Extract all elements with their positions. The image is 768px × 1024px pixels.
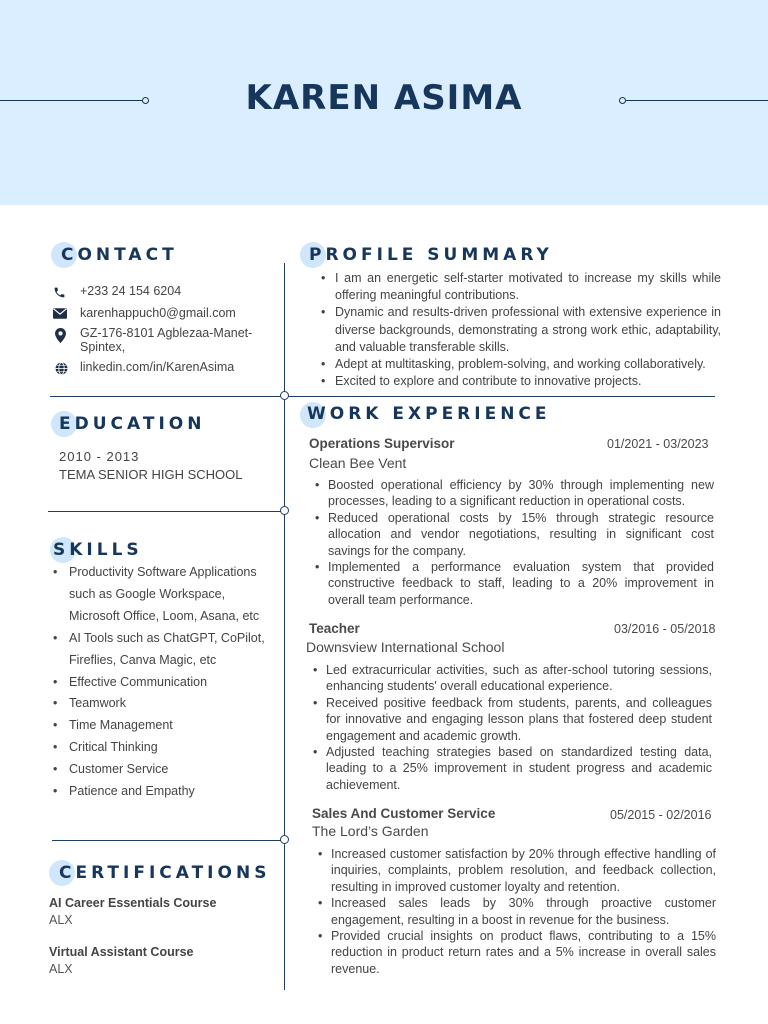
timeline-node — [280, 391, 289, 400]
skills-heading: SKILLS — [53, 540, 143, 560]
list-item: • Customer Service — [53, 759, 278, 781]
education-school: TEMA SENIOR HIGH SCHOOL — [59, 467, 243, 482]
list-item: • Provided crucial insights on product flaws, contributing to a 15% reduction in product return rates and a 5% increase in overall sales revenue. — [318, 928, 716, 977]
header-right-dot — [619, 97, 626, 104]
list-item: • Received positive feedback from students, parents, and colleagues for innovative and engaging lesson plans that fostered deep student engagement and academic growth. — [313, 695, 712, 744]
job-title: Operations Supervisor — [309, 436, 455, 451]
list-item: • Teamwork — [53, 693, 278, 715]
contact-heading: CONTACT — [61, 245, 178, 265]
list-item: • Increased customer satisfaction by 20% through effective handling of inquiries, complaints, problem resolution, and feedback collection, resulting in improved customer loyalty and retention. — [318, 846, 716, 895]
separator-left-skills — [48, 511, 285, 512]
certification-name: Virtual Assistant Course — [49, 945, 194, 959]
list-item: • Adept at multitasking, problem-solving, and working collaboratively. — [321, 356, 721, 373]
job-title: Teacher — [309, 621, 360, 636]
phone-icon — [53, 286, 66, 299]
list-item: • Patience and Empathy — [53, 781, 278, 803]
timeline-node — [280, 835, 289, 844]
mail-icon — [53, 308, 67, 319]
job-company: Downsview International School — [306, 639, 505, 655]
separator-right-work — [285, 396, 715, 397]
contact-address-line2: Spintex, — [80, 340, 126, 354]
separator-left-certifications — [52, 840, 285, 841]
list-item: • Increased sales leads by 30% through proactive customer engagement, resulting in a boost in revenue for the business. — [318, 895, 716, 928]
timeline-vertical-line — [284, 263, 285, 990]
timeline-node — [280, 506, 289, 515]
globe-icon — [55, 362, 68, 375]
certification-name: AI Career Essentials Course — [49, 896, 217, 910]
certifications-heading: CERTIFICATIONS — [59, 863, 271, 883]
list-item: • Boosted operational efficiency by 30% through implementing new processes, leading to a significant reduction in operational costs. — [315, 477, 714, 510]
job-dates: 03/2016 - 05/2018 — [614, 622, 716, 636]
job-bullets — [318, 846, 716, 977]
work-experience-heading: WORK EXPERIENCE — [307, 404, 551, 424]
list-item: • Excited to explore and contribute to innovative projects. — [321, 373, 721, 390]
list-item: • Productivity Software Applications such as Google Workspace, Microsoft Office, Loom, Asana, etc — [53, 562, 278, 628]
job-bullets — [313, 662, 712, 793]
header-right-rule — [626, 100, 768, 101]
location-pin-icon — [55, 328, 66, 343]
education-heading: EDUCATION — [59, 414, 206, 434]
certification-org: ALX — [49, 962, 73, 976]
list-item: • Reduced operational costs by 15% through strategic resource allocation and vendor negotiations, resulting in significant cost savings for the company. — [315, 510, 714, 559]
page-title: KAREN ASIMA — [245, 78, 523, 118]
list-item: • Effective Communication — [53, 672, 278, 694]
contact-phone: +233 24 154 6204 — [80, 284, 182, 298]
skills-list — [53, 562, 278, 803]
list-item: • AI Tools such as ChatGPT, CoPilot, Fireflies, Canva Magic, etc — [53, 628, 278, 672]
job-title: Sales And Customer Service — [312, 806, 496, 821]
education-years: 2010 - 2013 — [59, 449, 140, 464]
list-item: • Time Management — [53, 715, 278, 737]
list-item: • Adjusted teaching strategies based on standardized testing data, leading to a 25% improvement in student progress and academic achievement. — [313, 744, 712, 793]
job-bullets — [315, 477, 714, 608]
certification-org: ALX — [49, 913, 73, 927]
list-item: • Led extracurricular activities, such as after-school tutoring sessions, enhancing students' overall educational experience. — [313, 662, 712, 695]
separator-left-education — [50, 396, 285, 397]
list-item: • Critical Thinking — [53, 737, 278, 759]
profile-summary-heading: PROFILE SUMMARY — [309, 245, 553, 265]
list-item: • I am an energetic self-starter motivated to increase my skills while offering meaningful contributions. — [321, 270, 721, 304]
job-dates: 01/2021 - 03/2023 — [607, 437, 709, 451]
contact-linkedin[interactable]: linkedin.com/in/KarenAsima — [80, 360, 235, 374]
contact-address-line1: GZ-176-8101 Agblezaa-Manet- — [80, 326, 253, 340]
job-company: The Lord’s Garden — [312, 823, 429, 839]
job-dates: 05/2015 - 02/2016 — [610, 808, 712, 822]
contact-email[interactable]: karenhappuch0@gmail.com — [80, 306, 236, 320]
profile-summary-list — [321, 270, 721, 390]
list-item: • Implemented a performance evaluation system that provided constructive feedback to staff, leading to a 20% improvement in overall team performance. — [315, 559, 714, 608]
job-company: Clean Bee Vent — [309, 455, 407, 471]
list-item: • Dynamic and results-driven professional with extensive experience in diverse backgrounds, demonstrating a strong work ethic, adaptability, and valuable transferable skills. — [321, 304, 721, 356]
